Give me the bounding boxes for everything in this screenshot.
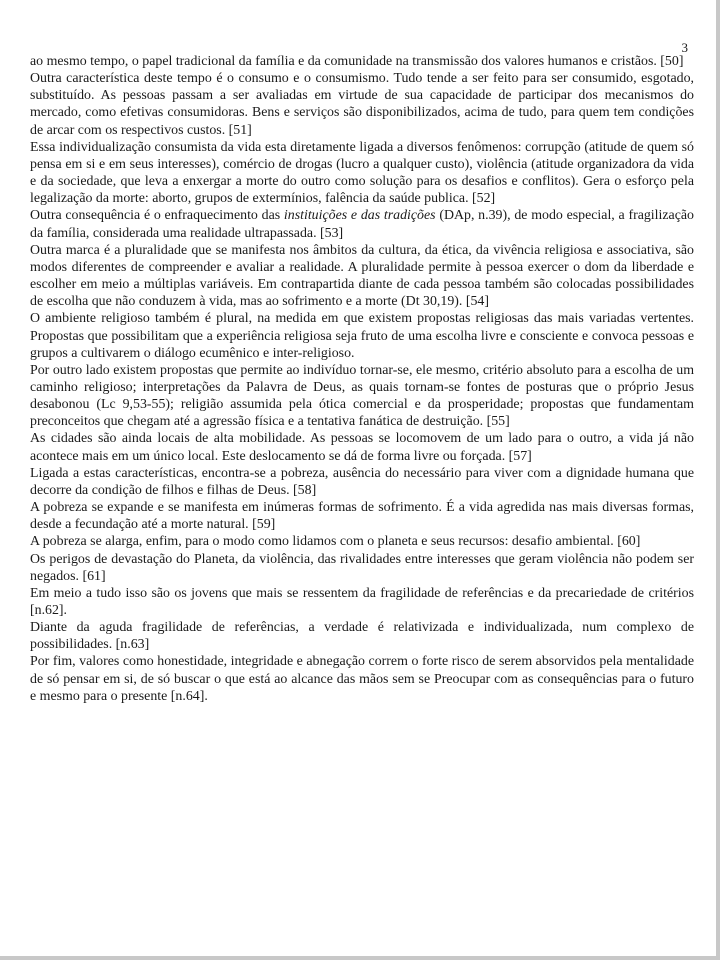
paragraph-4-italic: instituições e das tradições xyxy=(283,208,436,224)
paragraph-14: Diante da aguda fragilidade de referências, a verdade é relativizada e individualizada, num complexo de possibilidades. [n.63] xyxy=(30,620,694,653)
paragraph-1: ao mesmo tempo, o papel tradicional da família e da comunidade na transmissão dos valores humanos e cristãos. [50] xyxy=(30,54,684,69)
page-number: 3 xyxy=(681,40,688,55)
paragraph-4 xyxy=(30,207,694,241)
paragraph-9: Ligada a estas características, encontra-se a pobreza, ausência do necessário para viver com a dignidade humana que decorre da condição de filhos e filhas de Deus. [58] xyxy=(30,465,694,498)
paragraph-15: Por fim, valores como honestidade, integridade e abnegação correm o forte risco de serem absorvidos pela mentalidade de só pensar em si, de só buscar o que está ao alcance das mãos sem se Preocupar com as consequências para o futuro e mesmo para o presente [n.64]. xyxy=(30,654,694,704)
paragraph-12: Os perigos de devastação do Planeta, da violência, das rivalidades entre interesses que geram violência não podem ser negados. [61] xyxy=(30,551,694,584)
paragraph-11: A pobreza se alarga, enfim, para o modo como lidamos com o planeta e seus recursos: desafio ambiental. [60] xyxy=(30,534,641,550)
paragraph-10: A pobreza se expande e se manifesta em inúmeras formas de sofrimento. É a vida agredida nas mais diversas formas, desde a fecundação até a morte natural. [59] xyxy=(30,500,694,533)
paragraph-7: Por outro lado existem propostas que permite ao indivíduo tornar-se, ele mesmo, critério absoluto para a escolha de um caminho religioso; interpretações da Palavra de Deus, as quais tornam-se fontes de posturas que o próprio Jesus desabonou (Lc 9,53-55); religião assumida pela ótica comercial e da prosperidade; propostas que fundamentam preconceitos que chegam até a agressão física e a tentativa fanática de destruição. [55] xyxy=(30,362,694,430)
document-body xyxy=(30,53,694,705)
paragraph-4-before: Outra consequência é o enfraquecimento das xyxy=(30,208,284,224)
paragraph-3: Essa individualização consumista da vida esta diretamente ligada a diversos fenômenos: corrupção (atitude de quem só pensa em si e em seus interesses), comércio de drogas (lucro a qualquer custo), violência (atitude organizadora da vida e da sociedade, que leva a enxergar a morte do outro como solução para os desafios e conflitos). Gera o esforço pela legalização da morte: aborto, grupos de extermínios, falência da saúde publica. [52] xyxy=(30,139,694,207)
paragraph-8: As cidades são ainda locais de alta mobilidade. As pessoas se locomovem de um lado para o outro, a vida já não acontece mais em um único local. Este deslocamento se dá de forma livre ou forçada. [57] xyxy=(30,431,694,464)
paragraph-2: Outra característica deste tempo é o consumo e o consumismo. Tudo tende a ser feito para ser consumido, esgotado, substituído. As pessoas passam a ser avaliadas em virtude de sua capacidade de participar dos mecanismos do mercado, como efetivas consumidoras. Bens e serviços são disponibilizados, acima de tudo, para quem tem condições de arcar com os respectivos custos. [51] xyxy=(30,71,694,138)
paragraph-6: O ambiente religioso também é plural, na medida em que existem propostas religiosas das mais variadas vertentes. Propostas que possibilitam que a experiência religiosa seja fruto de uma escolha livre e consciente e convoca pessoas e grupos a cultivarem o diálogo ecumênico e inter-religioso. xyxy=(30,311,694,361)
paragraph-4-after: (DAp, n.39), de modo especial, a fragilização da família, considerada uma realidade ultrapassada. [53] xyxy=(30,208,694,241)
paragraph-5: Outra marca é a pluralidade que se manifesta nos âmbitos da cultura, da ética, da vivência religiosa e associativa, são modos diferentes de compreender e avaliar a realidade. A pluralidade permite à pessoa exercer o dom da liberdade e escolher em meio a múltiplas variáveis. Em contrapartida diante de cada pessoa também são colocadas possibilidades de escolha que não conduzem à vida, mas ao sofrimento e a morte (Dt 30,19). [54] xyxy=(30,242,694,310)
paragraph-13: Em meio a tudo isso são os jovens que mais se ressentem da fragilidade de referências e da precariedade de critérios [n.62]. xyxy=(30,585,694,618)
